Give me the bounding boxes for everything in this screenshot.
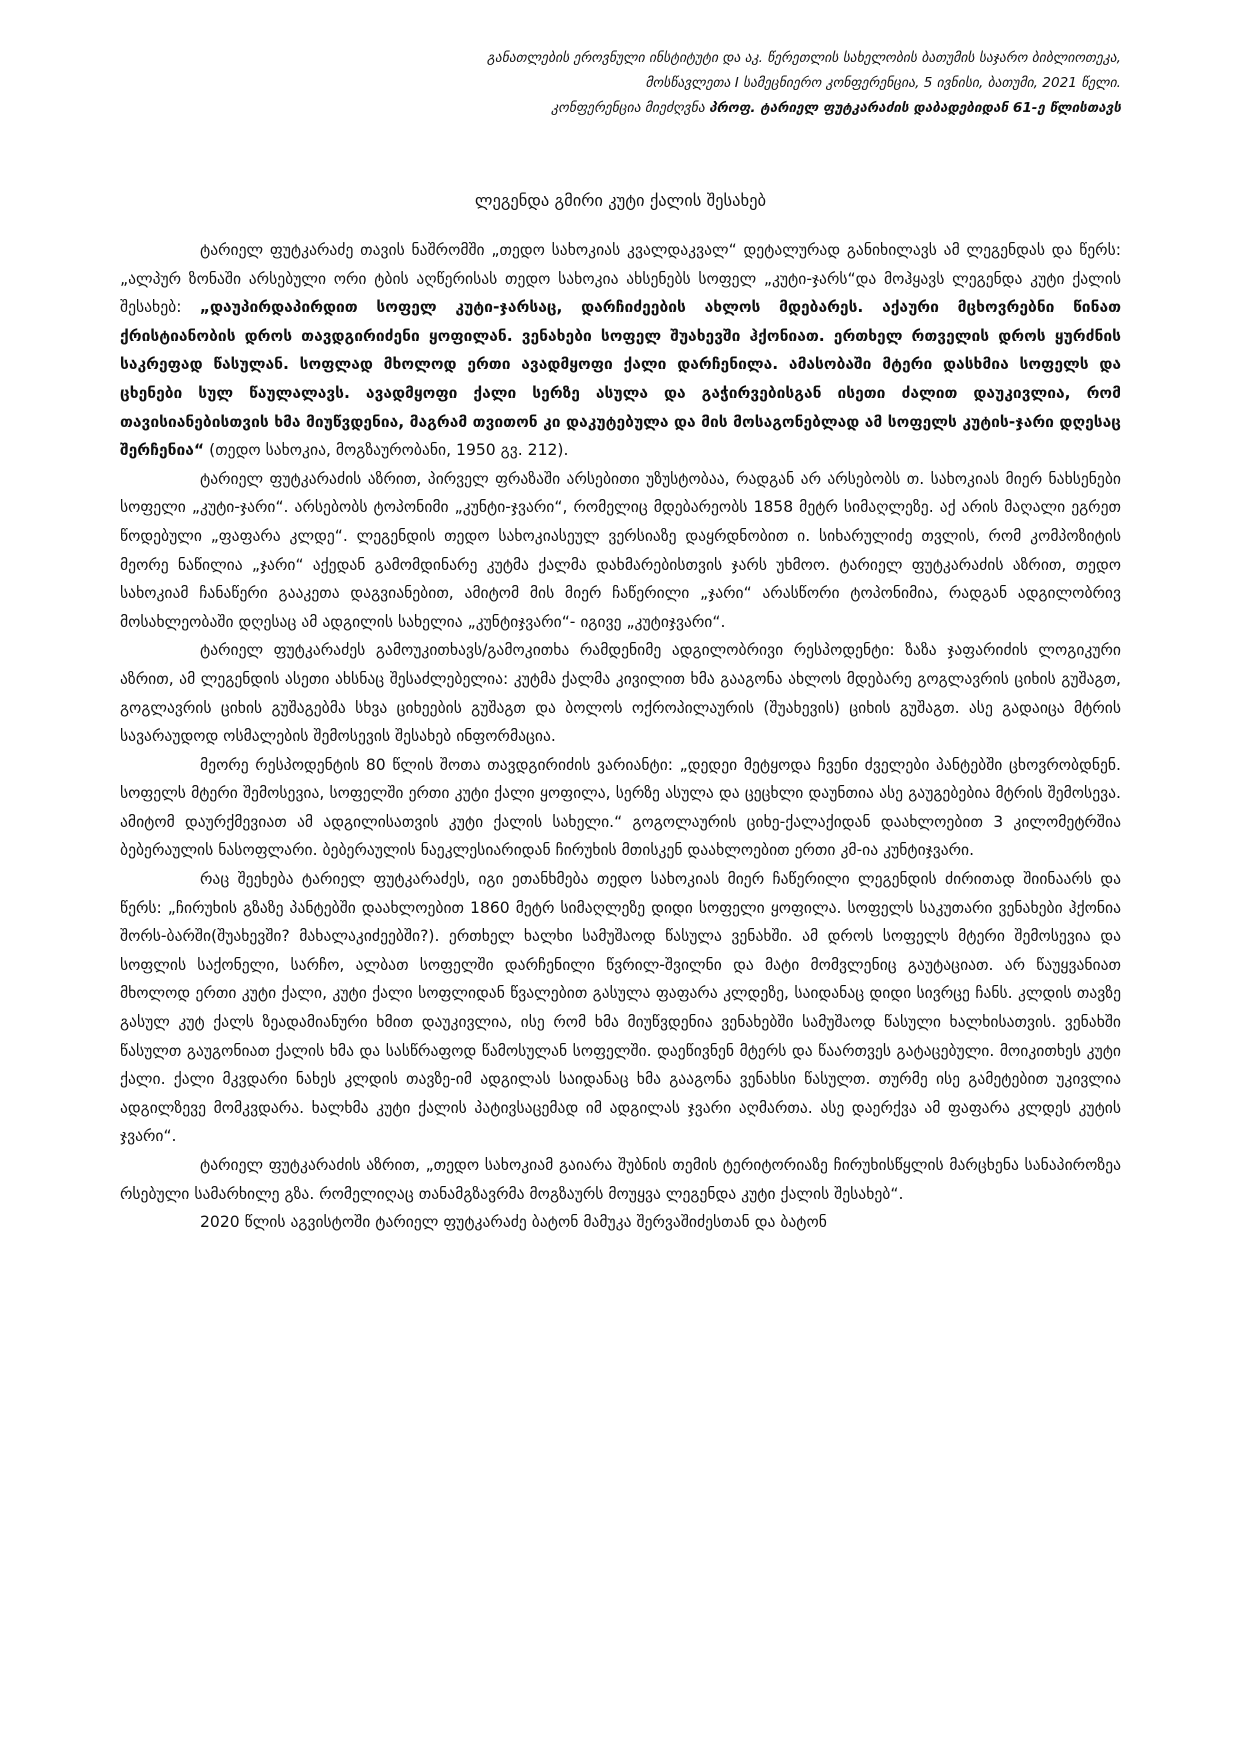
header-line-3-prefix: კონფერენცია მიეძღვნა: [551, 100, 710, 116]
header-line-1: განათლების ეროვნული ინსტიტუტი და აკ. წერეთლის სახელობის ბათუმის საჯარო ბიბლიოთეკა,: [487, 50, 1121, 66]
paragraph-5: რაც შეეხება ტარიელ ფუტკარაძეს, იგი ეთანხმება თედო სახოკიას მიერ ჩაწერილი ლეგენდის ძირითად შიინაარს და წერს: „ჩირუხის გზაზე პანტებში დაახლოებით 1860 მეტრ სიმაღლეზე დიდი სოფელი ყოფილა. სოფელს საკუთარი ვენახები ჰქონია შორს-ბარში(შუახევში? მახალაკიძეებში?). ერთხელ ხალხი სამუშაოდ წასულა ვენახში. ამ დროს სოფელს მტერი შემოსევია და სოფლის საქონელი, სარჩო, ალბათ სოფელში დარჩენილი წვრილ-შვილნი და მატი მომვლენიც გაუტაციათ. არ წაუყვანიათ მხოლოდ ერთი კუტი ქალი, კუტი ქალი სოფლიდან წვალებით გასულა ფაფარა კლდეზე, საიდანაც დიდი სივრცე ჩანს. კლდის თავზე გასულ კუტ ქალს ზეადამიანური ხმით დაუკივლია, ისე რომ ხმა მიუწვდენია ვენახებში სამუშაოდ წასული ხალხისათვის. ვენახში წასულთ გაუგონიათ ქალის ხმა და სასწრაფოდ წამოსულან სოფელში. დაეწივნენ მტერს და წაართვეს გატაცებული. მოიკითხეს კუტი ქალი. ქალი მკვდარი ნახეს კლდის თავზე-იმ ადგილას საიდანაც ხმა გააგონა ვენახსი წასულთ. თურმე ისე გამეტებით უკივლია ადგილზევე მომკვდარა. ხალხმა კუტი ქალის პატივსაცემად იმ ადგილას ჯვარი აღმართა. ასე დაერქვა ამ ფაფარა კლდეს კუტის ჯვარი“.: [120, 870, 1121, 1146]
conference-header: [120, 46, 1121, 121]
paragraph-7: 2020 წლის აგვისტოში ტარიელ ფუტკარაძე ბატონ მამუკა შერვაშიძესთან და ბატონ: [200, 1213, 827, 1232]
header-line-2: მოსწავლეთა I სამეცნიერო კონფერენცია, 5 ივნისი, ბათუმი, 2021 წელი.: [645, 75, 1121, 91]
paragraph-2: ტარიელ ფუტკარაძის აზრით, პირველ ფრაზაში არსებითი უზუსტობაა, რადგან არ არსებობს თ. სახოკიას მიერ ნახსენები სოფელი „კუტი-ჯარი“. არსებობს ტოპონიმი „კუნტი-ჯვარი“, რომელიც მდებარეობს 1858 მეტრ სიმაღლეზე. აქ არის მაღალი ეგრეთ წოდებული „ფაფარა კლდე“. ლეგენდის თედო სახოკიასეულ ვერსიაზე დაყრდნობით ი. სიხარულიძე თვლის, რომ კომპოზიტის მეორე ნაწილია „ჯარი“ აქედან გამომდინარე კუტმა ქალმა დახმარებისთვის ჯარს უხმოო. ტარიელ ფუტკარაძის აზრით, თედო სახოკიამ ჩანაწერი გააკეთა დაგვიანებით, ამიტომ მის მიერ ჩაწერილი „ჯარი“ არასწორი ტოპონიმია, რადგან ადგილობრივ მოსახლეობაში დღესაც ამ ადგილის სახელია „კუნტიჯვარი“- იგივე „კუტიჯვარი“.: [120, 469, 1121, 631]
paragraph-3: ტარიელ ფუტკარაძეს გამოუკითხავს/გამოკითხა რამდენიმე ადგილობრივი რესპოდენტი: ზაზა ჯაფარიძის ლოგიკური აზრით, ამ ლეგენდის ასეთი ახსნაც შესაძლებელია: კუტმა ქალმა კივილით ხმა გააგონა ახლოს მდებარე გოგლავრის ციხის გუშაგთ, გოგლავრის ციხის გუშაგებმა სხვა ციხეების გუშაგთ და ბოლოს ოქროპილაურის (შუახევის) ციხის გუშაგთ. ასე გადაიცა მტრის სავარაუდოდ ოსმალების შემოსევის შესახებ ინფორმაცია.: [120, 641, 1121, 746]
header-line-3: [120, 96, 1121, 121]
paragraph-4: მეორე რესპოდენტის 80 წლის შოთა თავდგირიძის ვარიანტი: „დედეი მეტყოდა ჩვენი ძველები პანტებში ცხოვრობდნენ. სოფელს მტერი შემოსევია, სოფელში ერთი კუტი ქალი ყოფილა, სერზე ასულა და ცეცხლი დაუნთია ასე გაუგებებია მტრის შემოსევა. ამიტომ დაურქმევიათ ამ ადგილისათვის კუტი ქალის სახელი.“ გოგოლაურის ციხე-ქალაქიდან დაახლოებით 3 კილომეტრშია ბებერაულის ნასოფლარი. ბებერაულის ნაეკლესიარიდან ჩირუხის მთისკენ დაახლოებით ერთი კმ-ია კუნტიჯვარი.: [120, 755, 1121, 860]
legend-quote: „დაუპირდაპირდით სოფელ კუტი-ჯარსაც, დარჩიძეების ახლოს მდებარეს. აქაური მცხოვრებნი წინათ ქრისტიანობის დროს თავდგირიძენი ყოფილან. ვენახები სოფელ შუახევში ჰქონიათ. ერთხელ რთველის დროს ყურძნის საკრეფად წასულან. სოფლად მხოლოდ ერთი ავადმყოფი ქალი დარჩენილა. ამასობაში მტერი დასხმია სოფელს და ცხენები სულ წაულალავს. ავადმყოფი ქალი სერზე ასულა და გაჭირვებისგან ისეთი ძალით დაუკივლია, რომ თავისიანებისთვის ხმა მიუწვდენია, მაგრამ თვითონ კი დაკუტებულა და მის მოსაგონებლად ამ სოფელს კუტის-ჯარი დღესაც შერჩენია“: [120, 298, 1122, 460]
paragraph-6: ტარიელ ფუტკარაძის აზრით, „თედო სახოკიამ გაიარა შუბნის თემის ტერიტორიაზე ჩირუხისწყლის მარცხენა სანაპიროზეა რსებული სამარხილე გზა. რომელიღაც თანამგზავრმა მოგზაურს მოუყვა ლეგენდა კუტი ქალის შესახებ“.: [120, 1156, 1121, 1203]
document-body: [120, 236, 1121, 1237]
header-dedication: პროფ. ტარიელ ფუტკარაძის დაბადებიდან 61-ე წლისთავს: [709, 100, 1121, 116]
citation: (თედო სახოკია, მოგზაურობანი, 1950 გვ. 212).: [204, 441, 569, 460]
paragraph-1-intro: ტარიელ ფუტკარაძე თავის ნაშრომში „თედო სახოკიას კვალდაკვალ“ დეტალურად განიხილავს ამ ლეგენდას და წერს: „ალპურ ზონაში არსებული ორი ტბის აღწერისას თედო სახოკია ახსენებს სოფელ „კუტი-ჯარს“და მოჰყავს ლეგენდა კუტი ქალის შესახებ:: [120, 241, 1121, 317]
document-title: ლეგენდა გმირი კუტი ქალის შესახებ: [474, 191, 767, 210]
paragraph-1: [120, 236, 1121, 465]
